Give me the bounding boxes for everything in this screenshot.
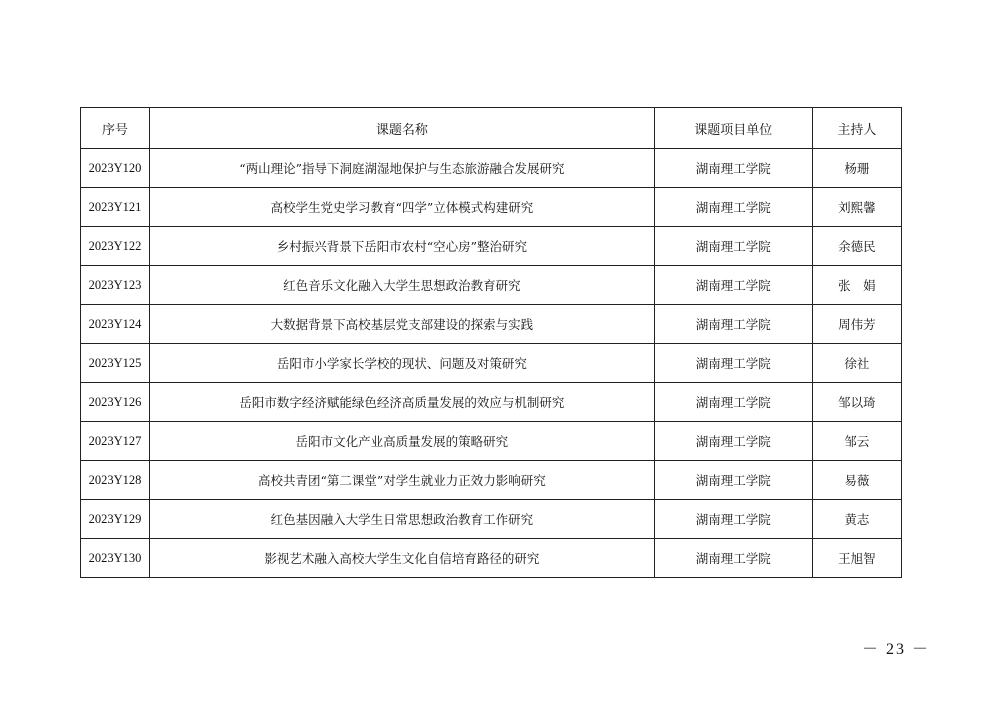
project-table bbox=[80, 107, 902, 578]
cell-project-title: “两山理论”指导下洞庭湖湿地保护与生态旅游融合发展研究 bbox=[150, 149, 655, 188]
cell-project-unit: 湖南理工学院 bbox=[654, 188, 812, 227]
cell-project-unit: 湖南理工学院 bbox=[654, 305, 812, 344]
cell-project-unit: 湖南理工学院 bbox=[654, 344, 812, 383]
cell-project-title: 岳阳市小学家长学校的现状、问题及对策研究 bbox=[150, 344, 655, 383]
cell-project-unit: 湖南理工学院 bbox=[654, 266, 812, 305]
cell-host: 周伟芳 bbox=[812, 305, 901, 344]
cell-project-unit: 湖南理工学院 bbox=[654, 149, 812, 188]
cell-project-unit: 湖南理工学院 bbox=[654, 539, 812, 578]
cell-project-unit: 湖南理工学院 bbox=[654, 422, 812, 461]
cell-project-title: 大数据背景下高校基层党支部建设的探索与实践 bbox=[150, 305, 655, 344]
cell-host: 王旭智 bbox=[812, 539, 901, 578]
cell-serial-number: 2023Y122 bbox=[81, 227, 150, 266]
cell-project-unit: 湖南理工学院 bbox=[654, 383, 812, 422]
cell-serial-number: 2023Y127 bbox=[81, 422, 150, 461]
header-serial-number: 序号 bbox=[81, 108, 150, 149]
table-row bbox=[81, 461, 902, 500]
table-row bbox=[81, 149, 902, 188]
cell-host: 余德民 bbox=[812, 227, 901, 266]
cell-serial-number: 2023Y125 bbox=[81, 344, 150, 383]
cell-project-title: 高校学生党史学习教育“四学”立体模式构建研究 bbox=[150, 188, 655, 227]
cell-serial-number: 2023Y129 bbox=[81, 500, 150, 539]
cell-host: 黄志 bbox=[812, 500, 901, 539]
table-row bbox=[81, 500, 902, 539]
cell-project-title: 岳阳市文化产业高质量发展的策略研究 bbox=[150, 422, 655, 461]
table-row bbox=[81, 383, 902, 422]
table-row bbox=[81, 422, 902, 461]
table-header-row bbox=[81, 108, 902, 149]
cell-serial-number: 2023Y124 bbox=[81, 305, 150, 344]
cell-project-unit: 湖南理工学院 bbox=[654, 227, 812, 266]
header-host: 主持人 bbox=[812, 108, 901, 149]
cell-project-title: 红色音乐文化融入大学生思想政治教育研究 bbox=[150, 266, 655, 305]
cell-serial-number: 2023Y121 bbox=[81, 188, 150, 227]
cell-project-title: 高校共青团“第二课堂”对学生就业力正效力影响研究 bbox=[150, 461, 655, 500]
cell-host: 杨珊 bbox=[812, 149, 901, 188]
cell-project-unit: 湖南理工学院 bbox=[654, 461, 812, 500]
cell-serial-number: 2023Y126 bbox=[81, 383, 150, 422]
cell-project-title: 岳阳市数字经济赋能绿色经济高质量发展的效应与机制研究 bbox=[150, 383, 655, 422]
page-number: － 23 － bbox=[862, 641, 931, 658]
cell-host: 邹云 bbox=[812, 422, 901, 461]
cell-host: 刘熙馨 bbox=[812, 188, 901, 227]
cell-project-unit: 湖南理工学院 bbox=[654, 500, 812, 539]
cell-serial-number: 2023Y123 bbox=[81, 266, 150, 305]
cell-host: 易薇 bbox=[812, 461, 901, 500]
cell-serial-number: 2023Y130 bbox=[81, 539, 150, 578]
cell-serial-number: 2023Y120 bbox=[81, 149, 150, 188]
table-row bbox=[81, 188, 902, 227]
header-project-unit: 课题项目单位 bbox=[654, 108, 812, 149]
cell-host: 张 娟 bbox=[812, 266, 901, 305]
table-row bbox=[81, 266, 902, 305]
cell-project-title: 乡村振兴背景下岳阳市农村“空心房”整治研究 bbox=[150, 227, 655, 266]
table-row bbox=[81, 539, 902, 578]
table-row bbox=[81, 227, 902, 266]
cell-host: 邹以琦 bbox=[812, 383, 901, 422]
cell-project-title: 红色基因融入大学生日常思想政治教育工作研究 bbox=[150, 500, 655, 539]
cell-project-title: 影视艺术融入高校大学生文化自信培育路径的研究 bbox=[150, 539, 655, 578]
table-row bbox=[81, 344, 902, 383]
header-project-title: 课题名称 bbox=[150, 108, 655, 149]
cell-host: 徐社 bbox=[812, 344, 901, 383]
cell-serial-number: 2023Y128 bbox=[81, 461, 150, 500]
table-row bbox=[81, 305, 902, 344]
